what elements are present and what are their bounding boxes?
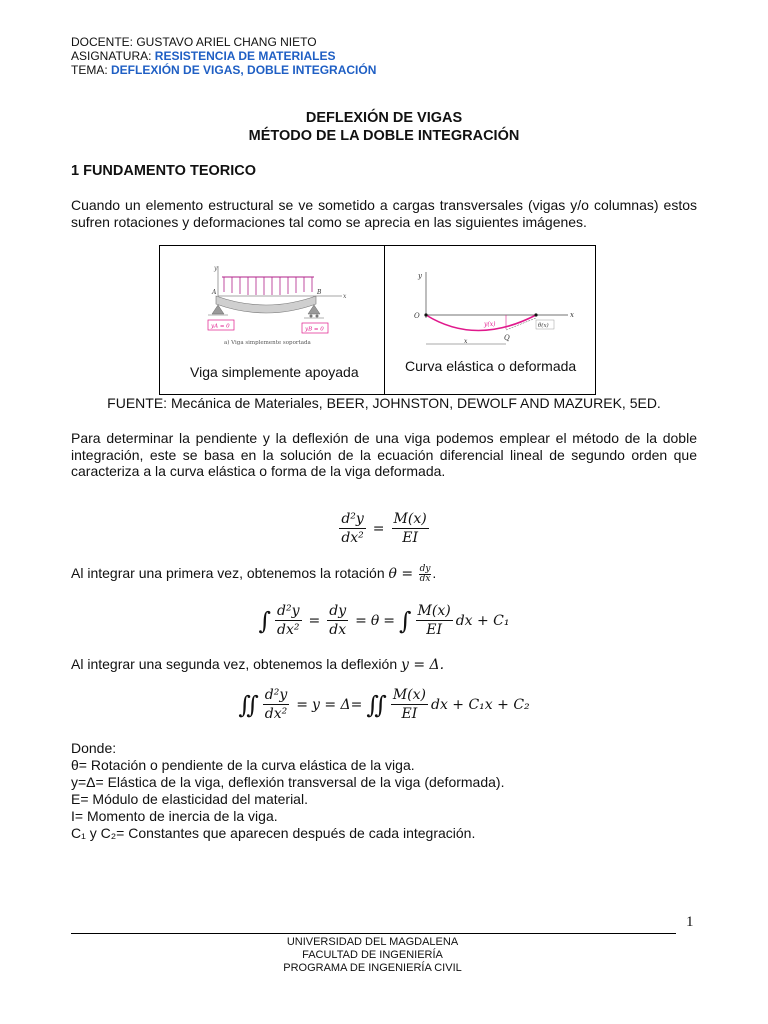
docente-line: DOCENTE: GUSTAVO ARIEL CHANG NIETO <box>71 35 317 49</box>
page-number: 1 <box>686 914 694 930</box>
footer-university: UNIVERSIDAD DEL MAGDALENA <box>286 936 459 948</box>
definitions-list <box>71 740 504 842</box>
intro-paragraph: Cuando un elemento estructural se ve sometido a cargas transversales (vigas y/o columnas) estos sufren rotaciones y deformaciones tal como se aprecia en las siguientes imágenes. <box>71 197 697 230</box>
simply-supported-beam-figure <box>202 262 362 352</box>
svg-text:A: A <box>212 289 217 296</box>
tema-label: TEMA: <box>71 63 112 77</box>
right-figure-caption: Curva elástica o deformada <box>405 358 577 374</box>
document-title-line1: DEFLEXIÓN DE VIGAS <box>305 110 463 126</box>
left-figure-subcaption: a) Viga simplemente soportada <box>224 340 311 346</box>
definition-item: I= Momento de inercia de la viga. <box>71 808 278 824</box>
footer-divider <box>71 933 676 934</box>
curve-deflection-label: y(x) <box>484 321 496 328</box>
elastic-curve-figure <box>396 266 586 356</box>
equation-differential: $\frac{\text{d²y}}{\text{dx²}}$ = $\frac{M(x)}{EI}$ <box>341 511 427 546</box>
curve-x-axis-label: x <box>570 311 574 319</box>
figure-divider <box>384 246 385 394</box>
footer-program: PROGRAMA DE INGENIERÍA CIVIL <box>283 962 462 974</box>
support-a-condition: yA = 0 <box>211 323 230 330</box>
definition-item: y=Δ= Elástica de la viga, deflexión transversal de la viga (deformada). <box>71 774 505 790</box>
definition-item: θ= Rotación o pendiente de la curva elástica de la viga. <box>71 757 415 773</box>
tema-value: DEFLEXIÓN DE VIGAS, DOBLE INTEGRACIÓN <box>111 63 377 77</box>
asignatura-line <box>71 49 376 63</box>
left-figure-caption: Viga simplemente apoyada <box>190 364 359 380</box>
equation-rotation: ∫ $\frac{\text{d²y}}{\text{dx²}}$ = $\frac{dy}{dx}$ = θ = ∫ $\frac{M(x)}{EI}$ dx + C₁ <box>258 603 510 638</box>
eq1-rhs: $\frac{M(x)}{EI}$ <box>393 511 427 546</box>
definition-item: E= Módulo de elasticidad del material. <box>71 791 308 807</box>
eq1-lhs: $\frac{\text{d²y}}{\text{dx²}}$ <box>341 511 364 546</box>
equation-deflection: ∬ $\frac{\text{d²y}}{\text{dx²}}$ = y = Δ= ∬ $\frac{M(x)}{EI}$ dx + C₁x + C₂ <box>238 687 530 722</box>
support-b-condition: yB = 0 <box>305 326 324 333</box>
svg-text:x: x <box>343 293 347 300</box>
first-integration-sentence: Al integrar una primera vez, obtenemos la rotación θ = $\frac{dy}{dx}$ . <box>71 564 437 584</box>
svg-text:B: B <box>317 289 322 296</box>
figure-table <box>159 245 596 395</box>
tema-line <box>71 63 376 77</box>
curve-point-q-label: Q <box>504 334 510 342</box>
footer-faculty: FACULTAD DE INGENIERÍA <box>302 949 443 961</box>
asignatura-label: ASIGNATURA: <box>71 49 155 63</box>
svg-text:y: y <box>214 265 218 272</box>
figure-source: FUENTE: Mecánica de Materiales, BEER, JOHNSTON, DEWOLF AND MAZUREK, 5ED. <box>107 395 661 411</box>
document-title-line2: MÉTODO DE LA DOBLE INTEGRACIÓN <box>248 128 520 144</box>
curve-y-axis-label: y <box>418 272 422 280</box>
section-heading: 1 FUNDAMENTO TEORICO <box>71 163 257 179</box>
curve-distance-x-label: x <box>464 338 468 345</box>
definition-item: C₁ y C₂= Constantes que aparecen después de cada integración. <box>71 825 476 841</box>
asignatura-value: RESISTENCIA DE MATERIALES <box>154 49 336 63</box>
method-paragraph: Para determinar la pendiente y la deflexión de una viga podemos emplear el método de la doble integración, este se basa en la solución de la ecuación diferencial lineal de segundo orden que caracteriza a la curva elástica o forma de la viga deformada. <box>71 430 697 479</box>
second-integration-sentence: Al integrar una segunda vez, obtenemos la deflexión y = Δ. <box>71 656 445 673</box>
definitions-heading: Donde: <box>71 740 117 756</box>
document-footer <box>0 936 745 975</box>
curve-theta-label: θ(x) <box>538 323 549 329</box>
curve-origin-label: O <box>414 312 420 320</box>
document-header <box>71 35 376 77</box>
